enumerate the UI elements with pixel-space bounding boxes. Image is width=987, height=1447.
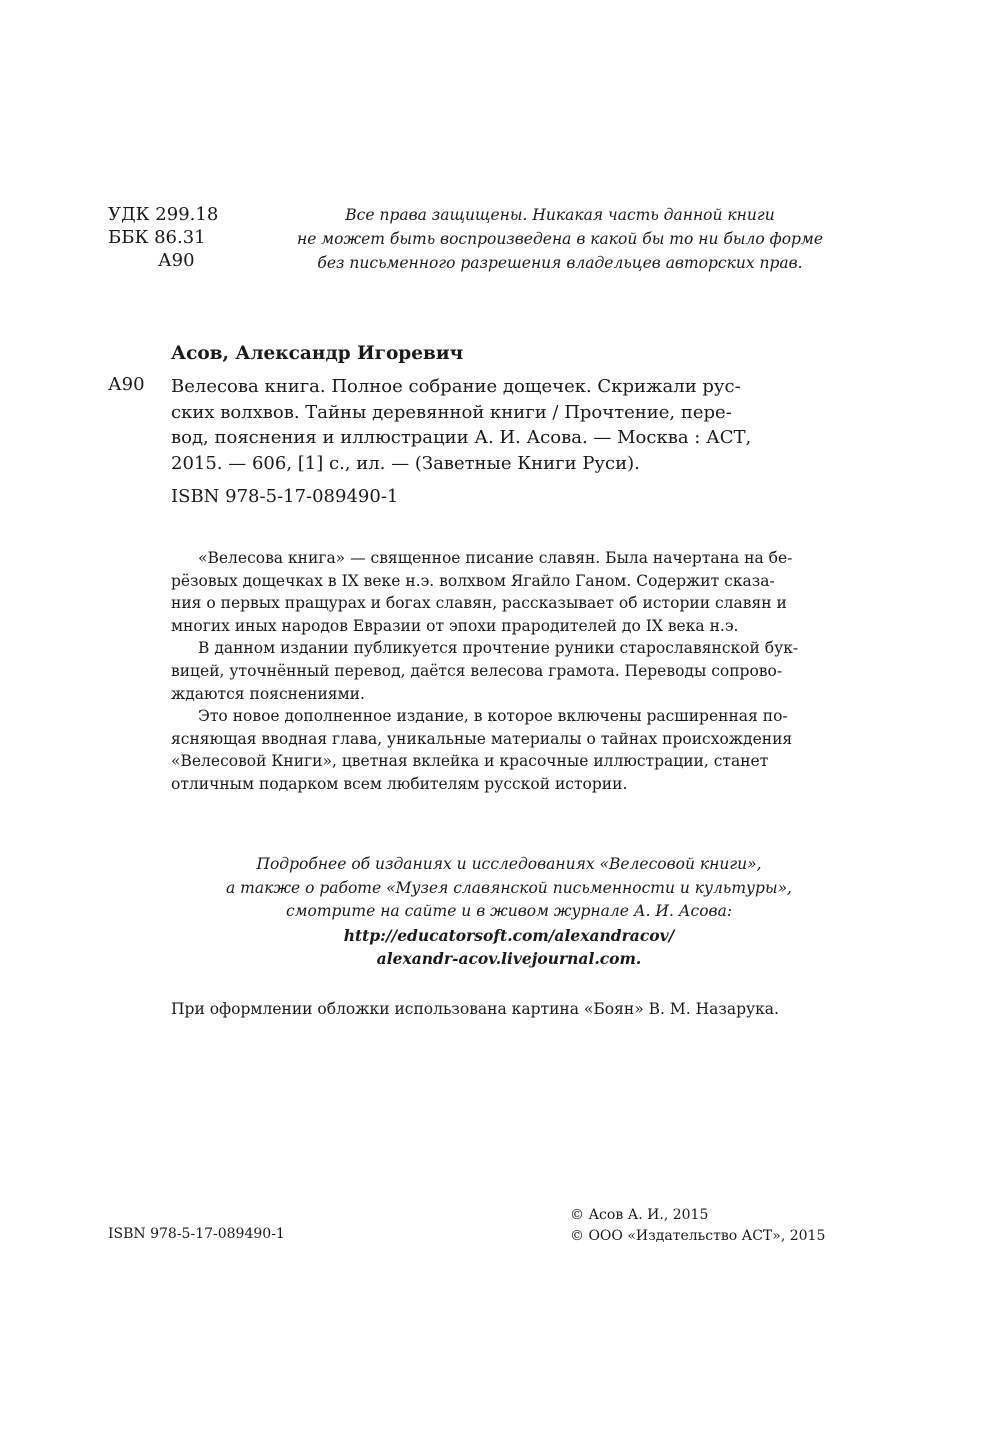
- annotation-line: многих иных народов Евразии от эпохи прародителей до IX века н.э.: [171, 616, 739, 635]
- bbk-code: ББК 86.31: [108, 227, 206, 248]
- livejournal-link[interactable]: alexandr-acov.livejournal.com.: [376, 949, 642, 968]
- annotation-line: «Велесова книга» — священное писание славян. Была начертана на бе-: [198, 549, 793, 567]
- isbn: ISBN 978-5-17-089490-1: [171, 486, 399, 507]
- biblio-line: вод, пояснения и иллюстрации А. И. Асова. — Москва : АСТ,: [171, 427, 752, 448]
- more-info-line: Подробнее об изданиях и исследованиях «Велесовой книги»,: [256, 855, 762, 873]
- annotation-line: ясняющая вводная глава, уникальные материалы о тайнах происхождения: [171, 729, 793, 748]
- website-link[interactable]: http://educatorsoft.com/alexandracov/: [343, 925, 675, 945]
- annotation-line: вицей, уточнённый перевод, даётся велесова грамота. Переводы сопрово-: [171, 661, 783, 680]
- copyright-author: © Асов А. И., 2015: [570, 1207, 709, 1223]
- classification-block: [108, 203, 218, 272]
- more-info-line: а также о работе «Музея славянской письменности и культуры»,: [226, 878, 792, 897]
- annotation: [171, 547, 847, 796]
- author-name: Асов, Александр Игоревич: [171, 343, 464, 364]
- copyright-publisher: © ООО «Издательство АСТ», 2015: [570, 1228, 826, 1244]
- biblio-line: 2015. — 606, [1] с., ил. — (Заветные Книги Руси).: [171, 452, 640, 474]
- rights-line: не может быть воспроизведена в какой бы то ни было форме: [297, 230, 823, 248]
- annotation-line: ния о первых пращурах и богах славян, рассказывает об истории славян и: [171, 594, 787, 613]
- annotation-line: рёзовых дощечках в IX веке н.э. волхвом Ягайло Ганом. Содержит сказа-: [171, 571, 775, 590]
- biblio-line: Велесова книга. Полное собрание дощечек. Скрижали рус-: [171, 376, 741, 397]
- copyright-block: [570, 1205, 825, 1247]
- annotation-line: В данном издании публикуется прочтение руники старославянской бук-: [198, 639, 799, 658]
- footer-isbn: ISBN 978-5-17-089490-1: [108, 1226, 285, 1242]
- more-info: [171, 853, 847, 971]
- annotation-line: «Велесовой Книги», цветная вклейка и красочные иллюстрации, станет: [171, 752, 769, 771]
- more-info-line: смотрите на сайте и в живом журнале А. И. Асова:: [285, 902, 733, 920]
- author-mark: А90: [158, 250, 195, 271]
- bibliographic-entry: [171, 374, 847, 476]
- biblio-line: ских волхвов. Тайны деревянной книги / Прочтение, пере-: [171, 401, 732, 423]
- cover-note: При оформлении обложки использована картина «Боян» В. М. Назарука.: [171, 1000, 779, 1018]
- annotation-line: ждаются пояснениями.: [171, 684, 365, 703]
- annotation-line: отличным подарком всем любителям русской истории.: [171, 774, 628, 793]
- rights-line: Все права защищены. Никакая часть данной книги: [345, 206, 775, 224]
- udk-code: УДК 299.18: [108, 204, 219, 225]
- annotation-line: Это новое дополненное издание, в которое включены расширенная по-: [198, 707, 788, 726]
- rights-line: без письменного разрешения владельцев авторских прав.: [317, 254, 803, 272]
- rights-notice: [275, 203, 845, 275]
- entry-code: А90: [108, 374, 145, 395]
